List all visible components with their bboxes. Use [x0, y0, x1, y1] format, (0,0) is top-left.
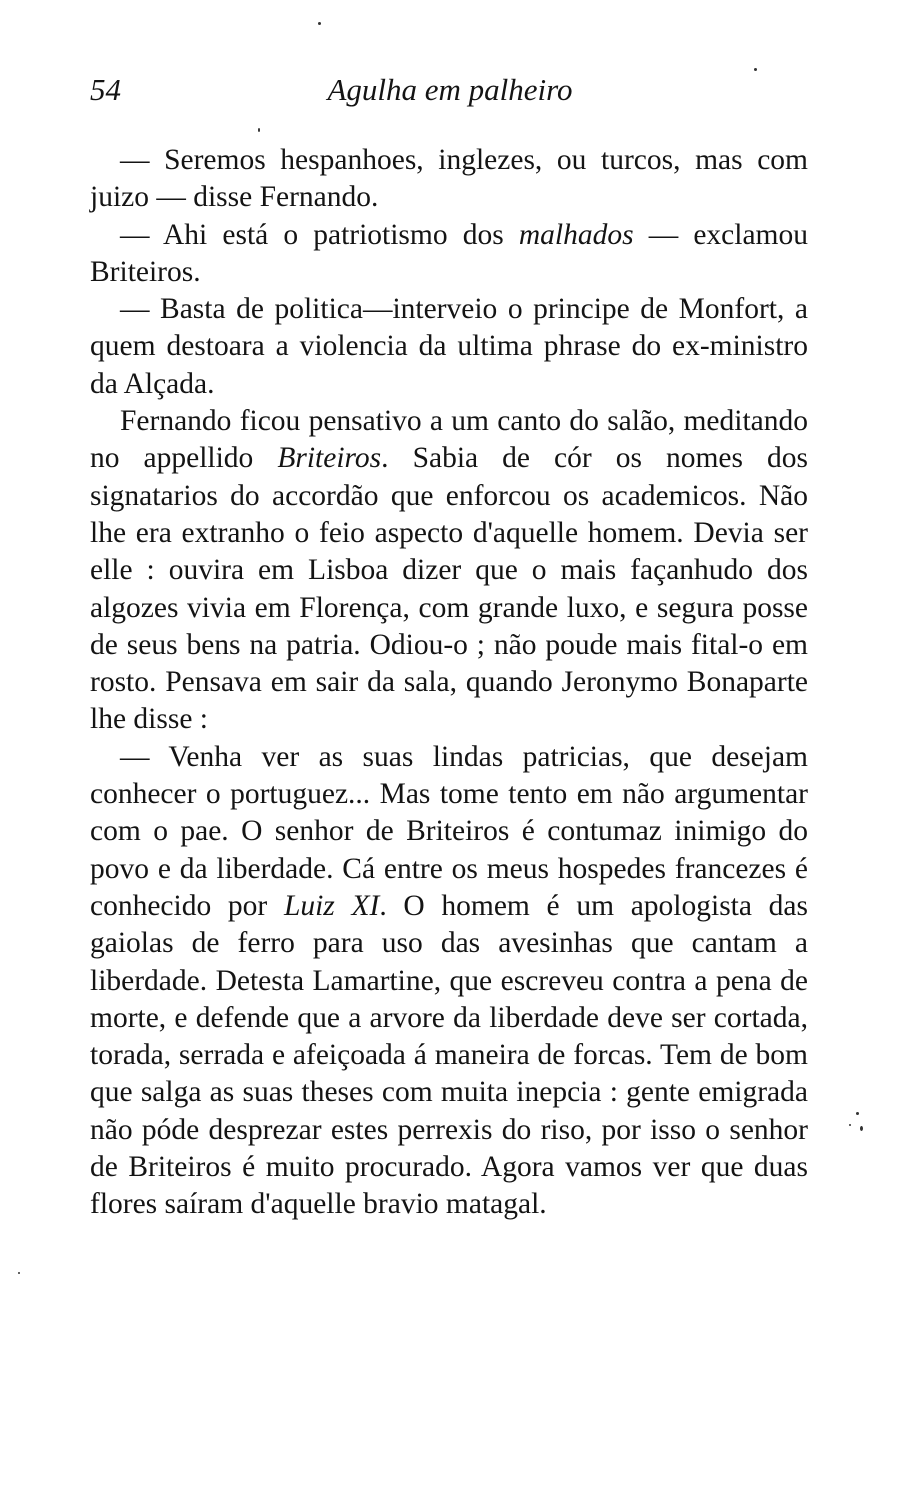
scan-speck: [258, 128, 260, 132]
scan-speck: [754, 68, 757, 71]
scan-speck: [18, 1272, 20, 1274]
running-title: Agulha em palheiro: [327, 72, 573, 107]
page-header: [90, 72, 810, 116]
paragraph: [90, 217, 808, 292]
scan-speck: [856, 1112, 859, 1115]
italic-text-run: Luiz XI: [283, 889, 380, 922]
text-run: . O homem é um apologista das gaiolas de ferro para uso das avesinhas que cantam a liberdade. Detesta Lamartine, que escreveu contra a pena de morte, e defende que a arvore da liberdade deve ser cortada, torada, serrada e afeiçoada á maneira de forcas. Tem de bom que salga as suas theses com muita inepcia : gente emigrada não póde desprezar estes perrexis do riso, por isso o senhor de Briteiros é muito procurado. Agora vamos ver que duas flores saíram d'aquelle bravio matagal.: [90, 889, 808, 1221]
scan-speck: [318, 22, 321, 25]
text-run: — exclamou Briteiros.: [90, 218, 808, 288]
text-run: Fernando ficou pensativo a um canto do salão, meditando no appellido: [90, 405, 808, 475]
paragraph: [90, 739, 808, 1224]
text-run: — Basta de politica—interveio o principe de Monfort, a quem destoara a violencia da ultima phrase do ex-ministro da Alçada.: [90, 293, 808, 400]
body-text: [90, 142, 808, 1224]
scan-speck: [849, 1124, 851, 1126]
italic-text-run: Briteiros: [277, 442, 382, 475]
text-run: — Ahi está o patriotismo dos: [120, 218, 519, 251]
text-run: — Seremos hespanhoes, inglezes, ou turcos, mas com juizo — disse Fernando.: [90, 144, 808, 214]
page-number: 54: [90, 72, 121, 107]
paragraph: [90, 403, 808, 739]
paragraph: [90, 142, 808, 217]
italic-text-run: malhados: [518, 218, 634, 251]
scan-speck: [860, 1126, 863, 1131]
text-run: — Venha ver as suas lindas patricias, que desejam conhecer o portuguez... Mas tome tento em não argumentar com o pae. O senhor de Briteiros é contumaz inimigo do povo e da liberdade. Cá entre os meus hospedes francezes é conhecido por: [90, 740, 808, 922]
text-run: . Sabia de cór os nomes dos signatarios do accordão que enforcou os academicos. Não lhe era extranho o feio aspecto d'aquelle homem. Devia ser elle : ouvira em Lisboa dizer que o mais façanhudo dos algozes vivia em Florença, com grande luxo, e segura posse de seus bens na patria. Odiou-o ; não poude mais fital-o em rosto. Pensava em sair da sala, quando Jeronymo Bonaparte lhe disse :: [90, 442, 808, 736]
paragraph: [90, 291, 808, 403]
